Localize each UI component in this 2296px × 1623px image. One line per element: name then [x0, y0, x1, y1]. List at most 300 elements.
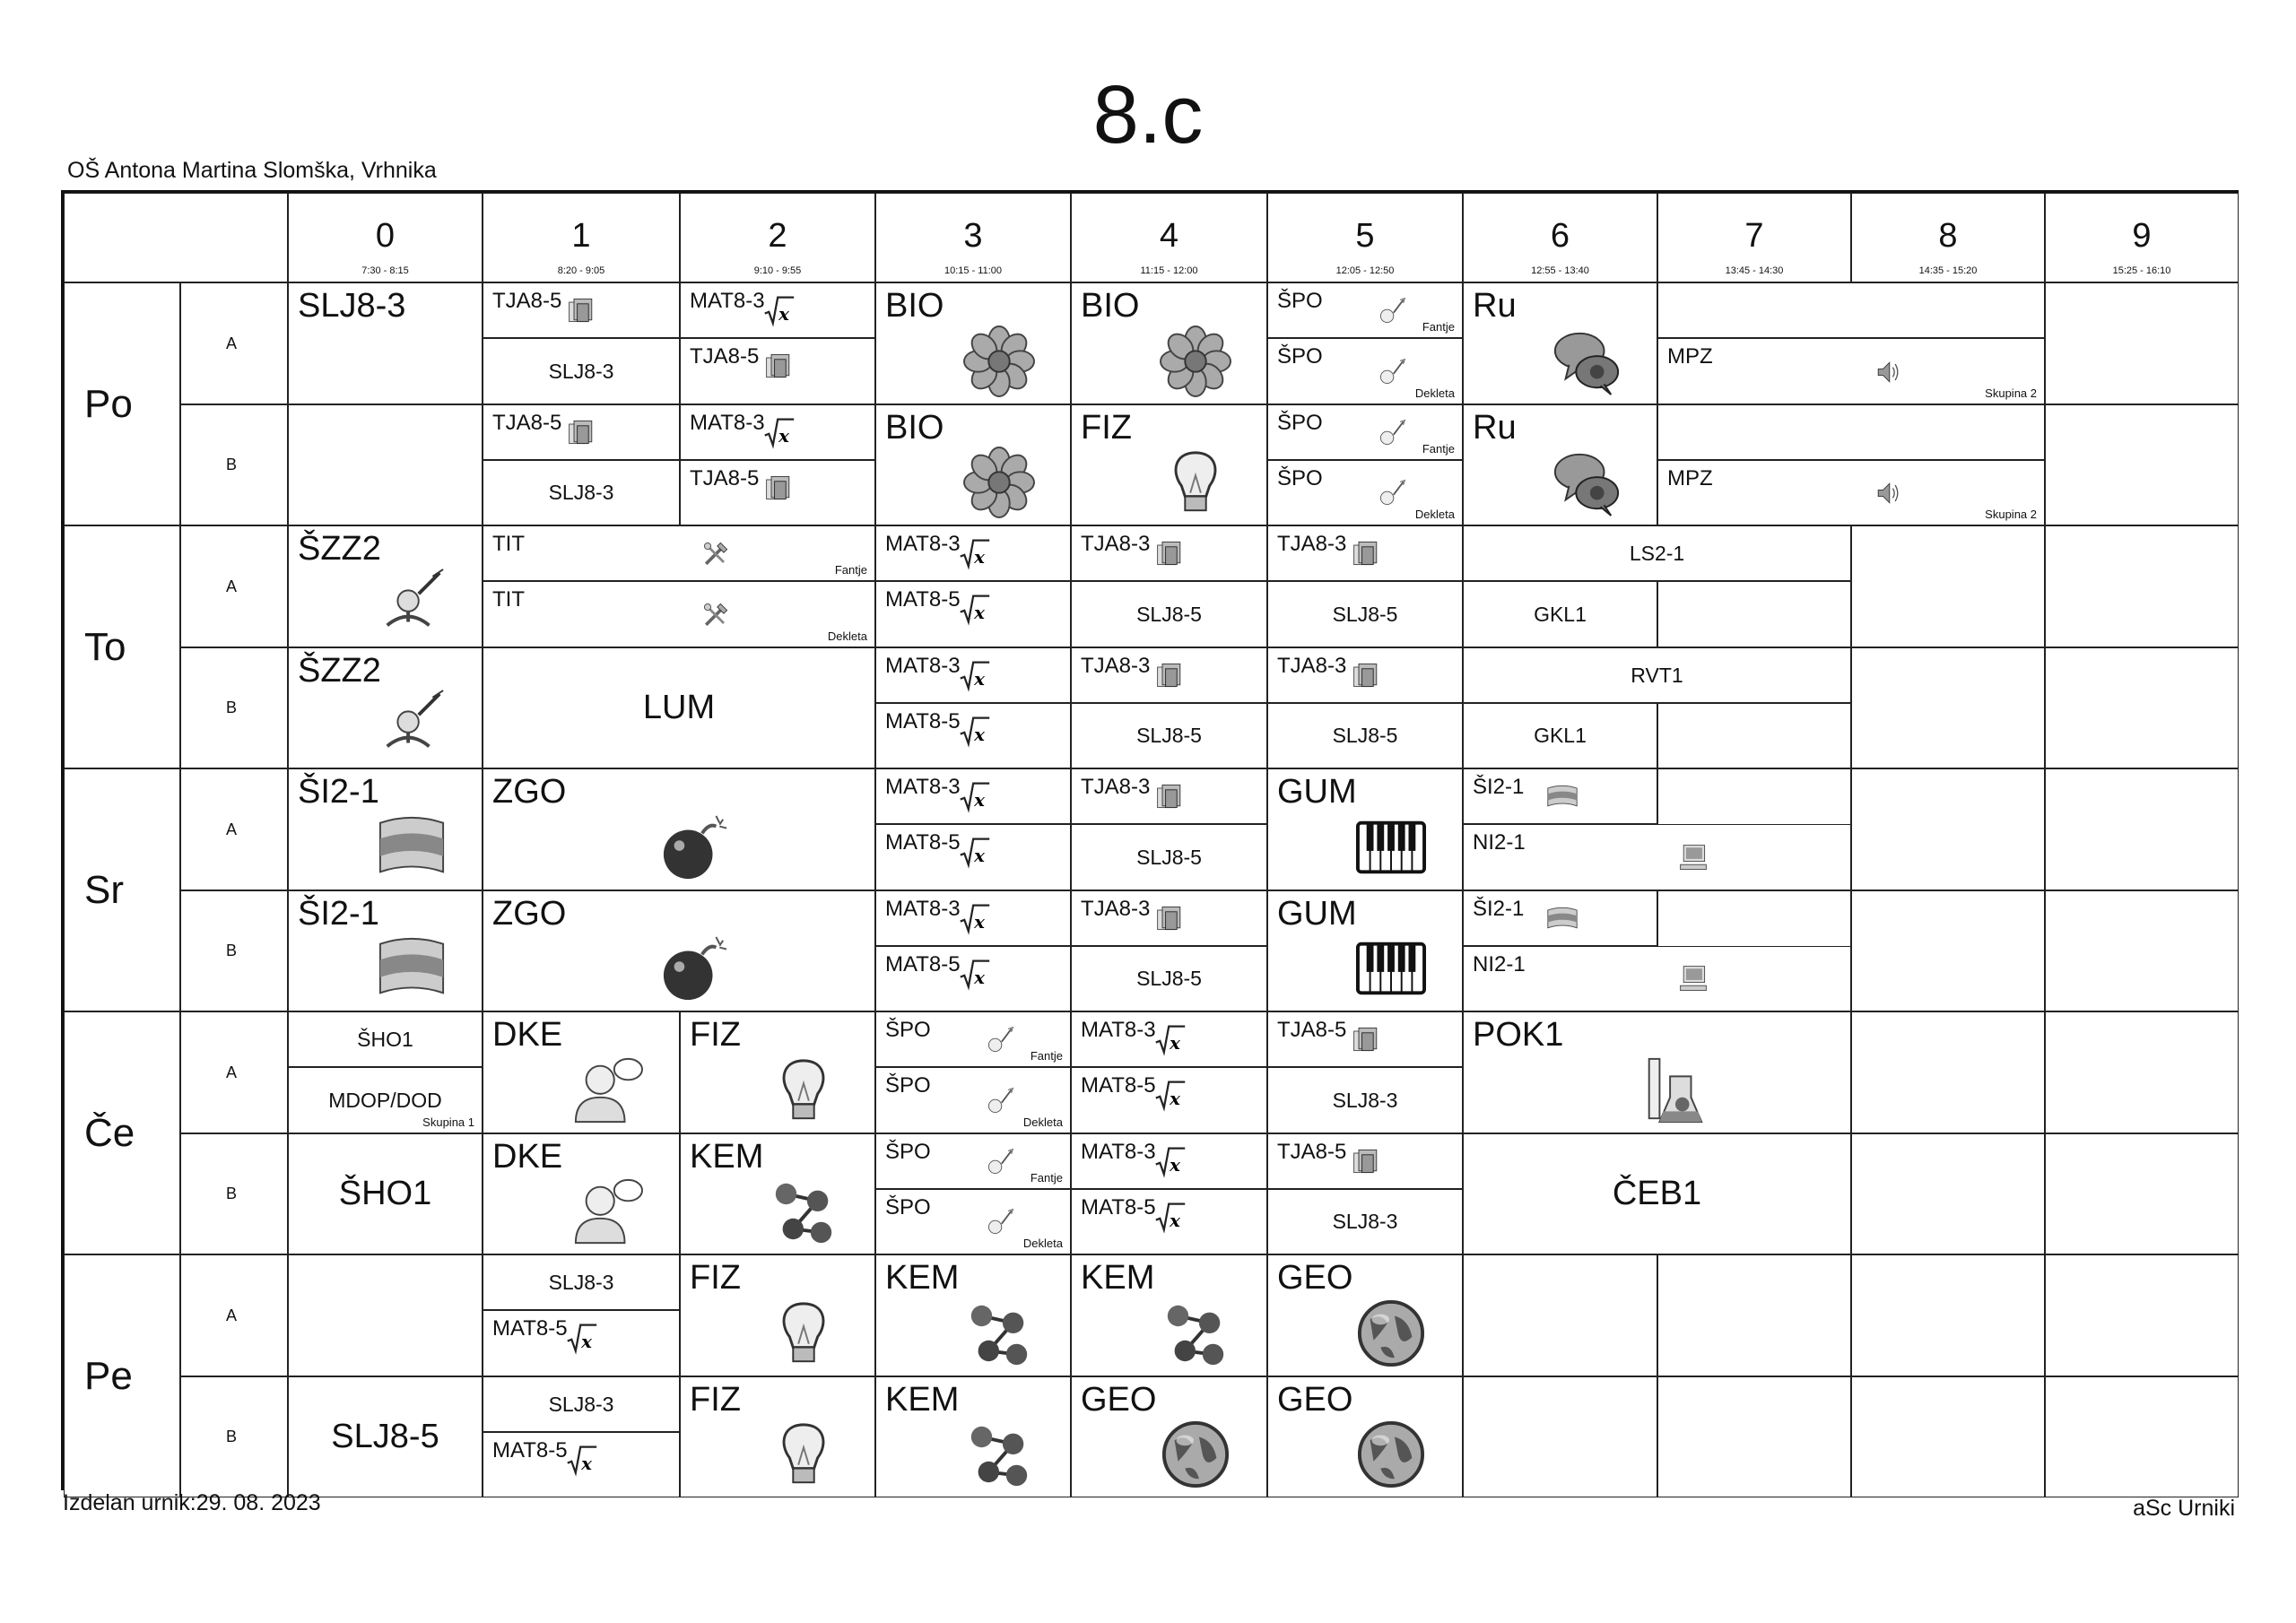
subject-label: TJA8-3 — [1081, 896, 1151, 921]
group-cell — [180, 282, 288, 404]
lesson-cell — [1071, 946, 1267, 1012]
period-time: 9:10 - 9:55 — [753, 265, 802, 276]
day-label: Če — [84, 1110, 135, 1155]
book-icon — [1351, 1023, 1383, 1055]
period-time: 13:45 - 14:30 — [1725, 265, 1784, 276]
person-icon — [572, 1176, 642, 1246]
group-cell — [180, 404, 288, 526]
speaker-icon — [1872, 477, 1904, 509]
bulb-icon — [1161, 447, 1231, 517]
sqrt-icon — [959, 593, 991, 625]
book-icon — [1154, 902, 1187, 934]
subject-label: POK1 — [1473, 1016, 1564, 1054]
subject-label: SLJ8-3 — [1332, 1210, 1398, 1234]
book-icon — [1351, 537, 1383, 569]
group-label: A — [226, 820, 238, 838]
lesson-cell — [288, 647, 483, 769]
period-number: 4 — [1159, 217, 1179, 255]
lesson-cell — [1267, 647, 1463, 703]
lesson-cell — [483, 647, 875, 769]
subject-label: SLJ8-3 — [548, 481, 614, 505]
period-time: 7:30 - 8:15 — [361, 265, 409, 276]
globe-icon — [1161, 1419, 1231, 1489]
subject-label: MAT8-5 — [492, 1437, 568, 1462]
lesson-cell — [1657, 404, 2045, 460]
lesson-cell — [680, 1254, 875, 1376]
lesson-cell — [483, 1432, 680, 1498]
lesson-cell — [1463, 946, 1851, 1012]
subject-label: KEM — [690, 1137, 764, 1176]
group-label: A — [226, 1306, 238, 1324]
lesson-cell — [483, 1310, 680, 1376]
svg-text:x: x — [581, 1452, 592, 1474]
lesson-cell — [875, 1254, 1071, 1376]
subject-label: TJA8-5 — [1277, 1139, 1347, 1164]
lesson-cell — [1071, 768, 1267, 824]
svg-text:x: x — [974, 723, 985, 745]
sqrt-icon — [959, 659, 991, 691]
subject-label: Ru — [1473, 287, 1517, 325]
period-header — [1657, 193, 1851, 282]
empty-slot — [1851, 890, 2045, 1012]
group-note: Skupina 2 — [1985, 386, 2037, 400]
subject-label: TJA8-3 — [1277, 653, 1347, 678]
period-number: 3 — [963, 217, 983, 255]
created-date: Izdelan urnik:29. 08. 2023 — [63, 1490, 321, 1515]
lesson-cell — [875, 647, 1071, 703]
lesson-cell — [680, 282, 875, 338]
period-time: 15:25 - 16:10 — [2112, 265, 2171, 276]
period-time: 12:05 - 12:50 — [1335, 265, 1395, 276]
lesson-cell — [1071, 1254, 1267, 1376]
lesson-cell — [875, 282, 1071, 404]
subject-label: SLJ8-3 — [298, 287, 406, 325]
book-icon — [763, 350, 796, 382]
subject-label: GEO — [1277, 1380, 1353, 1419]
subject-label: LUM — [642, 689, 716, 727]
subject-label: MAT8-5 — [885, 830, 961, 855]
subject-label: SLJ8-5 — [1332, 724, 1398, 748]
sqrt-icon — [566, 1444, 598, 1476]
lesson-cell — [680, 338, 875, 404]
subject-label: MAT8-5 — [885, 951, 961, 976]
subject-label: KEM — [1081, 1259, 1155, 1297]
lesson-cell — [1463, 581, 1657, 647]
period-header — [2045, 193, 2239, 282]
subject-label: ŠI2-1 — [298, 773, 379, 811]
empty-slot — [1463, 1254, 1657, 1376]
subject-label: SLJ8-5 — [1136, 845, 1202, 869]
molecule-icon — [964, 1298, 1034, 1368]
lesson-cell — [1267, 404, 1463, 460]
bulb-icon — [769, 1419, 839, 1489]
empty-slot — [1851, 1254, 2045, 1376]
sport-icon — [1376, 356, 1408, 388]
subject-label: MAT8-3 — [885, 532, 961, 556]
subject-label: TJA8-3 — [1277, 532, 1347, 556]
empty-slot — [2045, 1011, 2239, 1133]
molecule-icon — [964, 1419, 1034, 1489]
empty-slot — [1851, 647, 2045, 769]
subject-label: Ru — [1473, 408, 1517, 447]
sport-icon — [1376, 417, 1408, 449]
book-icon — [566, 294, 598, 326]
lesson-cell — [1463, 768, 1657, 824]
subject-label: DKE — [492, 1016, 563, 1054]
bulb-icon — [769, 1055, 839, 1125]
svg-text:x: x — [974, 844, 985, 866]
group-cell — [180, 1133, 288, 1255]
empty-slot — [1851, 1011, 2045, 1133]
subject-label: GEO — [1081, 1380, 1157, 1419]
group-note: Skupina 1 — [422, 1115, 474, 1129]
group-cell — [180, 1376, 288, 1498]
lesson-cell — [1657, 703, 1851, 769]
period-number: 0 — [375, 217, 396, 255]
lesson-cell — [1267, 1254, 1463, 1376]
empty-slot — [2045, 768, 2239, 890]
lesson-cell — [875, 1376, 1071, 1498]
subject-label: FIZ — [690, 1380, 741, 1419]
computer-icon — [1677, 842, 1709, 874]
book-icon — [1154, 659, 1187, 691]
subject-label: NI2-1 — [1473, 830, 1526, 855]
lesson-cell — [1463, 282, 1657, 404]
day-label: Po — [84, 381, 133, 426]
subject-label: LS2-1 — [1629, 542, 1685, 565]
lesson-cell — [1463, 1133, 1851, 1255]
period-header — [483, 193, 680, 282]
speech-icon — [1552, 326, 1622, 396]
person-icon — [572, 1055, 642, 1125]
subject-label: ŠHO1 — [357, 1028, 413, 1051]
software-credit: aSc Urniki — [2133, 1496, 2235, 1521]
lesson-cell — [680, 404, 875, 460]
period-header — [1267, 193, 1463, 282]
subject-label: ŠPO — [885, 1194, 931, 1219]
empty-slot — [2045, 525, 2239, 647]
sqrt-icon — [959, 715, 991, 747]
subject-label: FIZ — [690, 1259, 741, 1297]
subject-label: SLJ8-5 — [1136, 602, 1202, 626]
subject-label: SLJ8-5 — [1136, 967, 1202, 991]
period-time: 11:15 - 12:00 — [1140, 265, 1198, 276]
subject-label: GKL1 — [1534, 724, 1587, 748]
lesson-cell — [1463, 647, 1851, 703]
lesson-cell — [1071, 1133, 1267, 1189]
subject-label: MAT8-3 — [885, 775, 961, 799]
lesson-cell — [1657, 581, 1851, 647]
bomb-icon — [660, 812, 730, 882]
lesson-cell — [1071, 525, 1267, 581]
lesson-cell — [1267, 768, 1463, 890]
subject-label: GUM — [1277, 894, 1357, 933]
subject-label: MAT8-3 — [885, 896, 961, 921]
period-number: 2 — [768, 217, 787, 255]
empty-slot — [2045, 404, 2239, 526]
lesson-cell — [875, 1011, 1071, 1067]
period-number: 5 — [1355, 217, 1375, 255]
lesson-cell — [1071, 647, 1267, 703]
sqrt-icon — [1154, 1201, 1187, 1233]
lesson-cell — [483, 525, 875, 581]
lesson-cell — [288, 1133, 483, 1255]
sport-icon — [1376, 295, 1408, 327]
period-time: 10:15 - 11:00 — [944, 265, 1002, 276]
svg-text:x: x — [974, 788, 985, 811]
period-time: 14:35 - 15:20 — [1918, 265, 1978, 276]
lesson-cell — [1267, 1011, 1463, 1067]
lesson-cell — [1463, 1011, 1851, 1133]
subject-label: GEO — [1277, 1259, 1353, 1297]
lesson-cell — [875, 703, 1071, 769]
subject-label: ŠPO — [1277, 344, 1323, 369]
subject-label: ŠPO — [1277, 289, 1323, 313]
day-cell — [64, 525, 180, 768]
book-icon — [1351, 1145, 1383, 1177]
lesson-cell — [1071, 890, 1267, 946]
group-label: B — [226, 1185, 238, 1203]
subject-label: GUM — [1277, 773, 1357, 811]
empty-slot — [2045, 1133, 2239, 1255]
lesson-cell — [483, 404, 680, 460]
book-icon — [763, 472, 796, 504]
subject-label: MAT8-5 — [885, 587, 961, 612]
lesson-cell — [1267, 1133, 1463, 1189]
subject-label: BIO — [1081, 287, 1140, 325]
lesson-cell — [1071, 581, 1267, 647]
day-label: To — [84, 624, 126, 669]
lesson-cell — [875, 581, 1071, 647]
speaker-icon — [1872, 356, 1904, 388]
empty-slot — [1657, 1254, 1851, 1376]
sport-icon — [1376, 477, 1408, 509]
lesson-cell — [1463, 824, 1851, 890]
day-label: Pe — [84, 1353, 133, 1398]
group-note: Skupina 2 — [1985, 508, 2037, 521]
tools-icon — [700, 599, 732, 631]
lesson-cell — [1267, 1189, 1463, 1255]
subject-label: ŠPO — [885, 1139, 931, 1164]
sqrt-icon — [1154, 1079, 1187, 1111]
subject-label: ZGO — [492, 773, 567, 811]
header-corner — [64, 193, 288, 282]
timetable-grid — [61, 190, 2239, 1490]
empty-slot — [1851, 525, 2045, 647]
subject-label: ŠI2-1 — [1473, 896, 1525, 921]
empty-slot — [2045, 1254, 2239, 1376]
subject-label: ŠI2-1 — [1473, 775, 1525, 799]
lesson-cell — [875, 890, 1071, 946]
subject-label: TIT — [492, 587, 525, 612]
page-title: 8.c — [1092, 69, 1204, 161]
subject-label: NI2-1 — [1473, 951, 1526, 976]
period-number: 9 — [2132, 217, 2152, 255]
lesson-cell — [1657, 460, 2045, 526]
book-icon — [566, 416, 598, 448]
globe-icon — [1356, 1298, 1426, 1368]
svg-text:x: x — [974, 966, 985, 988]
school-name: OŠ Antona Martina Slomška, Vrhnika — [67, 158, 437, 183]
day-label: Sr — [84, 867, 124, 912]
lesson-cell — [1071, 1011, 1267, 1067]
lesson-cell — [1267, 1067, 1463, 1133]
period-number: 6 — [1550, 217, 1570, 255]
empty-slot — [1851, 1376, 2045, 1498]
flag-small-icon — [1546, 902, 1578, 934]
period-header — [1851, 193, 2045, 282]
lesson-cell — [1657, 282, 2045, 338]
lesson-cell — [680, 1376, 875, 1498]
group-note: Fantje — [1030, 1170, 1063, 1185]
group-cell — [180, 890, 288, 1012]
subject-label: MAT8-5 — [885, 708, 961, 733]
lesson-cell — [875, 768, 1071, 824]
subject-label: ŠZZ2 — [298, 651, 381, 690]
svg-text:x: x — [1170, 1087, 1180, 1109]
subject-label: TJA8-5 — [492, 410, 562, 435]
lesson-cell — [288, 1011, 483, 1067]
flag-icon — [377, 933, 447, 1003]
subject-label: SLJ8-3 — [548, 359, 614, 383]
subject-label: ŠHO1 — [338, 1175, 432, 1213]
subject-label: ŠPO — [885, 1073, 931, 1098]
lesson-cell — [288, 1376, 483, 1498]
period-header — [680, 193, 875, 282]
svg-text:x: x — [1170, 1209, 1180, 1231]
subject-label: MAT8-3 — [1081, 1139, 1156, 1164]
svg-text:x: x — [581, 1330, 592, 1352]
sqrt-icon — [1154, 1023, 1187, 1055]
period-time: 8:20 - 9:05 — [557, 265, 605, 276]
period-header — [288, 193, 483, 282]
lesson-cell — [483, 1376, 680, 1432]
group-label: B — [226, 942, 238, 960]
group-cell — [180, 647, 288, 769]
svg-text:x: x — [974, 667, 985, 690]
subject-label: DKE — [492, 1137, 563, 1176]
subject-label: ŠI2-1 — [298, 894, 379, 933]
subject-label: MAT8-5 — [492, 1316, 568, 1341]
subject-label: RVT1 — [1631, 663, 1683, 687]
svg-text:x: x — [1170, 1153, 1180, 1176]
globe-icon — [1356, 1419, 1426, 1489]
lesson-cell — [483, 1254, 680, 1310]
sqrt-icon — [959, 836, 991, 868]
lesson-cell — [288, 1067, 483, 1133]
flower-icon — [964, 326, 1034, 396]
lesson-cell — [1071, 1376, 1267, 1498]
subject-label: TJA8-5 — [690, 344, 760, 369]
empty-slot — [2045, 1376, 2239, 1498]
subject-label: FIZ — [1081, 408, 1132, 447]
lesson-cell — [288, 768, 483, 890]
sport-icon — [984, 1146, 1016, 1178]
empty-slot — [1463, 1376, 1657, 1498]
book-icon — [1154, 537, 1187, 569]
day-cell — [64, 1011, 180, 1254]
subject-label: KEM — [885, 1259, 960, 1297]
lesson-cell — [1267, 338, 1463, 404]
svg-text:x: x — [974, 910, 985, 933]
group-cell — [180, 1254, 288, 1376]
lesson-cell — [680, 460, 875, 526]
subject-label: MDOP/DOD — [328, 1088, 442, 1112]
group-label: B — [226, 1428, 238, 1446]
subject-label: ŠPO — [885, 1018, 931, 1042]
lesson-cell — [1071, 824, 1267, 890]
lesson-cell — [1267, 525, 1463, 581]
subject-label: FIZ — [690, 1016, 741, 1054]
subject-label: BIO — [885, 287, 944, 325]
group-note: Fantje — [1422, 320, 1455, 334]
day-cell — [64, 282, 180, 525]
subject-label: KEM — [885, 1380, 960, 1419]
lesson-cell — [1267, 703, 1463, 769]
lesson-cell — [1071, 703, 1267, 769]
subject-label: ČEB1 — [1612, 1175, 1702, 1213]
subject-label: MAT8-3 — [1081, 1018, 1156, 1042]
lesson-cell — [1071, 1067, 1267, 1133]
empty-slot — [288, 404, 483, 526]
sqrt-icon — [763, 294, 796, 326]
empty-slot — [2045, 647, 2239, 769]
group-note: Dekleta — [1022, 1115, 1063, 1129]
lesson-cell — [1071, 282, 1267, 404]
book-icon — [1351, 659, 1383, 691]
sport-icon — [984, 1206, 1016, 1238]
sport-icon — [984, 1085, 1016, 1117]
lesson-cell — [483, 581, 875, 647]
subject-label: GKL1 — [1534, 602, 1587, 626]
lesson-cell — [875, 1067, 1071, 1133]
flag-icon — [377, 812, 447, 882]
lesson-cell — [875, 824, 1071, 890]
lab-icon — [1639, 1055, 1709, 1125]
piano-icon — [1356, 812, 1426, 882]
subject-label: MAT8-3 — [690, 410, 765, 435]
lesson-cell — [875, 1133, 1071, 1189]
book-icon — [1154, 780, 1187, 812]
bomb-icon — [660, 933, 730, 1003]
tools-icon — [700, 538, 732, 570]
period-number: 1 — [571, 217, 591, 255]
lesson-cell — [875, 404, 1071, 526]
subject-label: MPZ — [1667, 465, 1713, 490]
bulb-icon — [769, 1298, 839, 1368]
sqrt-icon — [566, 1322, 598, 1354]
lesson-cell — [288, 282, 483, 404]
subject-label: ŠZZ2 — [298, 530, 381, 568]
lesson-cell — [875, 946, 1071, 1012]
group-note: Dekleta — [1414, 508, 1455, 521]
empty-slot — [1851, 768, 2045, 890]
lesson-cell — [1463, 525, 1851, 581]
subject-label: MAT8-3 — [885, 653, 961, 678]
lesson-cell — [483, 768, 875, 890]
group-cell — [180, 768, 288, 890]
period-header — [875, 193, 1071, 282]
subject-label: ŠPO — [1277, 410, 1323, 435]
subject-label: MAT8-5 — [1081, 1073, 1156, 1098]
firstaid-icon — [377, 690, 447, 760]
sqrt-icon — [959, 958, 991, 990]
molecule-icon — [1161, 1298, 1231, 1368]
lesson-cell — [1463, 703, 1657, 769]
lesson-cell — [288, 890, 483, 1012]
sqrt-icon — [959, 780, 991, 812]
subject-label: SLJ8-3 — [1332, 1088, 1398, 1112]
